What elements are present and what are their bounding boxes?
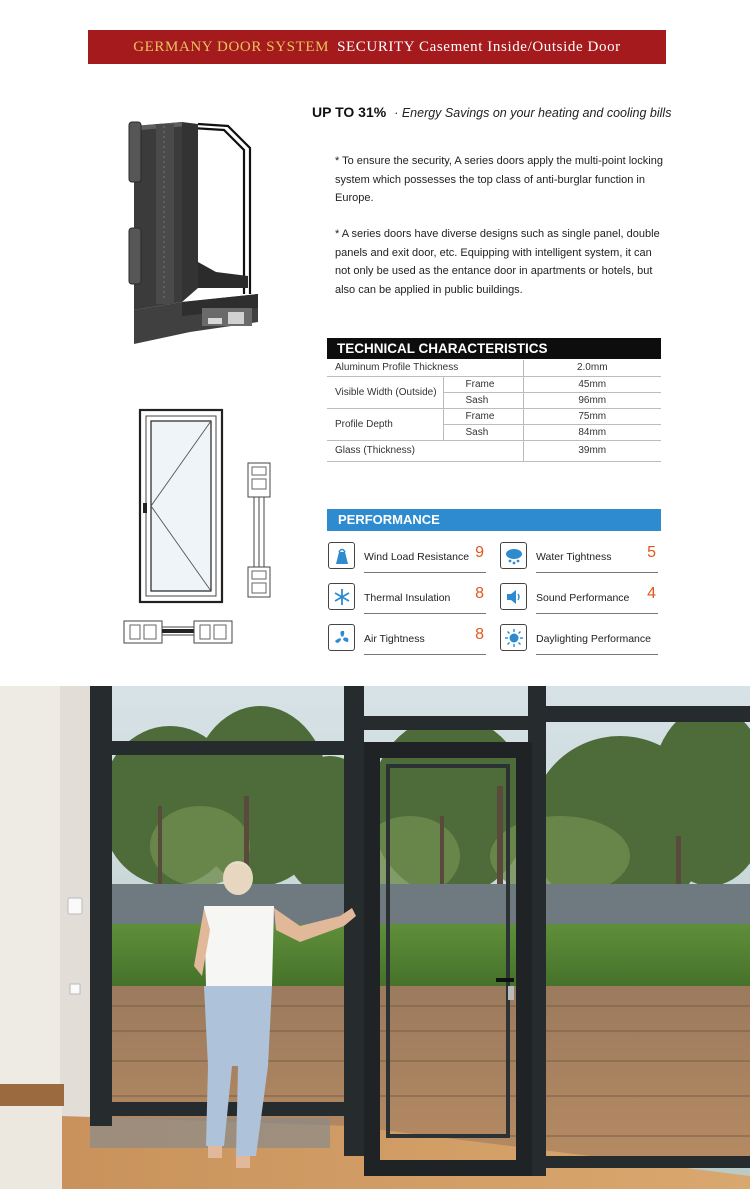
- table-row: [327, 360, 661, 376]
- design-paragraph: * A series doors have diverse designs such as single panel, double panels and exit door, etc. Equipping with intelligent system, it can not only be used as the entance door in apartments or hotels, but also can be applied in public buildings.: [335, 228, 660, 296]
- perf-sound-performance: [500, 583, 658, 613]
- perf-label: Wind Load Resistance: [364, 551, 470, 563]
- profile-depth-label: Profile Depth: [327, 408, 443, 440]
- perf-water-tightness: [500, 542, 658, 572]
- energy-headline: [312, 104, 672, 120]
- door-elevation-drawing: [122, 405, 282, 650]
- security-paragraph: * To ensure the security, A series doors apply the multi-point locking system which possesses the top class of anti-burglar function in Europe.: [335, 155, 663, 204]
- energy-savings-value: UP TO 31%: [312, 104, 387, 120]
- water-icon: [500, 542, 527, 569]
- visible-width-label: Visible Width (Outside): [327, 376, 443, 408]
- header-banner: [88, 30, 666, 64]
- table-row: [327, 408, 661, 424]
- perf-score: 8: [475, 585, 484, 602]
- perf-score: 9: [475, 544, 484, 561]
- table-row: [327, 440, 661, 461]
- profile-section-image: [120, 112, 265, 352]
- visible-frame-label: Frame: [443, 376, 523, 392]
- perf-score: 8: [475, 626, 484, 643]
- tech-table: [327, 360, 661, 462]
- perf-score: 4: [647, 585, 656, 602]
- visible-frame-value: 45mm: [523, 376, 661, 392]
- perf-wind-load: [328, 542, 486, 572]
- depth-sash-label: Sash: [443, 424, 523, 440]
- visible-sash-label: Sash: [443, 392, 523, 408]
- sun-icon: [500, 624, 527, 651]
- banner-brand: GERMANY DOOR SYSTEM: [133, 38, 330, 55]
- speaker-icon: [500, 583, 527, 610]
- perf-air-tightness: [328, 624, 486, 654]
- depth-frame-value: 75mm: [523, 408, 661, 424]
- glass-value: 39mm: [523, 440, 661, 461]
- perf-label: Water Tightness: [536, 551, 612, 563]
- glass-label: Glass (Thickness): [327, 440, 523, 461]
- depth-sash-value: 84mm: [523, 424, 661, 440]
- thickness-label: Aluminum Profile Thickness: [327, 360, 523, 376]
- banner-product: SECURITY Casement Inside/Outside Door: [337, 38, 621, 55]
- tech-title: TECHNICAL CHARACTERISTICS: [327, 338, 661, 359]
- perf-daylighting: [500, 624, 658, 654]
- perf-label: Thermal Insulation: [364, 592, 451, 604]
- fan-icon: [328, 624, 355, 651]
- energy-savings-text: · Energy Savings on your heating and cooling bills: [394, 106, 672, 120]
- thickness-value: 2.0mm: [523, 360, 661, 376]
- perf-thermal-insulation: [328, 583, 486, 613]
- perf-label: Air Tightness: [364, 633, 425, 645]
- table-row: [327, 376, 661, 392]
- performance-title: PERFORMANCE: [327, 509, 661, 531]
- wind-load-icon: [328, 542, 355, 569]
- perf-score: 5: [647, 544, 656, 561]
- lifestyle-photo: [0, 686, 750, 1189]
- perf-label: Daylighting Performance: [536, 633, 651, 645]
- snowflake-icon: [328, 583, 355, 610]
- depth-frame-label: Frame: [443, 408, 523, 424]
- perf-label: Sound Performance: [536, 592, 630, 604]
- visible-sash-value: 96mm: [523, 392, 661, 408]
